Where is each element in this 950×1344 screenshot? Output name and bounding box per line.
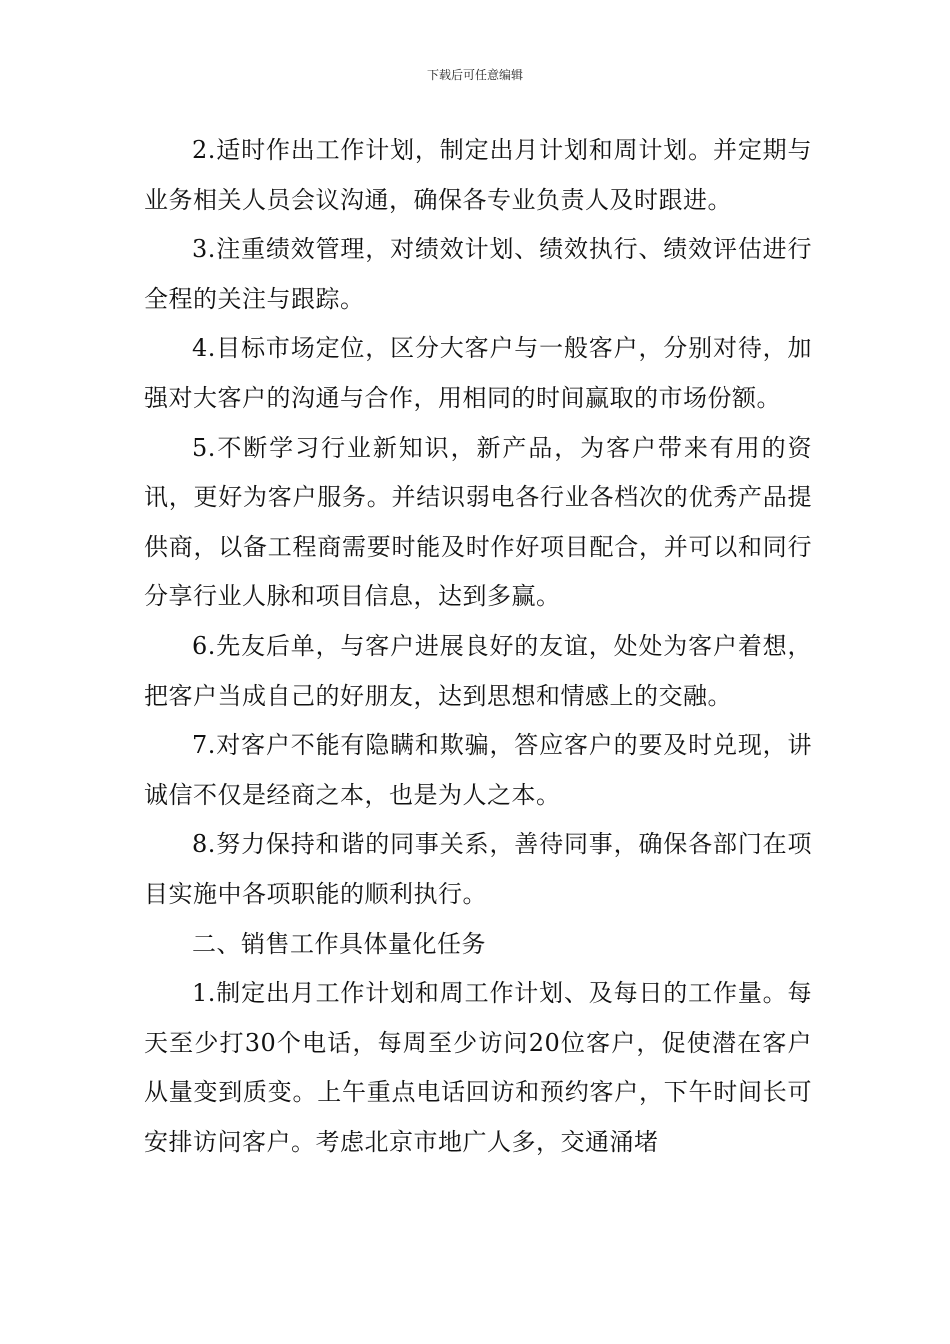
paragraph: 3.注重绩效管理，对绩效计划、绩效执行、绩效评估进行全程的关注与跟踪。	[144, 235, 812, 313]
paragraph: 1.制定出月工作计划和周工作计划、及每日的工作量。每天至少打30个电话，每周至少访问20位客户，促使潜在客户从量变到质变。上午重点电话回访和预约客户，下午时间长可安排访问客户。考虑北京市地广人多，交通涌堵	[144, 979, 812, 1156]
document-body	[144, 126, 812, 1167]
paragraph: 4.目标市场定位，区分大客户与一般客户，分别对待，加强对大客户的沟通与合作，用相同的时间赢取的市场份额。	[144, 334, 812, 412]
page-header: 下载后可任意编辑	[426, 68, 523, 82]
paragraph: 2.适时作出工作计划，制定出月计划和周计划。并定期与业务相关人员会议沟通，确保各专业负责人及时跟进。	[144, 136, 812, 214]
paragraph: 6.先友后单，与客户进展良好的友谊，处处为客户着想，把客户当成自己的好朋友，达到思想和情感上的交融。	[144, 631, 812, 710]
paragraph: 5.不断学习行业新知识，新产品，为客户带来有用的资讯，更好为客户服务。并结识弱电各行业各档次的优秀产品提供商，以备工程商需要时能及时作好项目配合，并可以和同行分享行业人脉和项目信息，达到多赢。	[144, 433, 812, 611]
paragraph: 8.努力保持和谐的同事关系，善待同事，确保各部门在项目实施中各项职能的顺利执行。	[144, 830, 812, 908]
paragraph: 7.对客户不能有隐瞒和欺骗，答应客户的要及时兑现，讲诚信不仅是经商之本，也是为人之本。	[144, 731, 812, 809]
section-heading: 二、销售工作具体量化任务	[192, 929, 486, 958]
